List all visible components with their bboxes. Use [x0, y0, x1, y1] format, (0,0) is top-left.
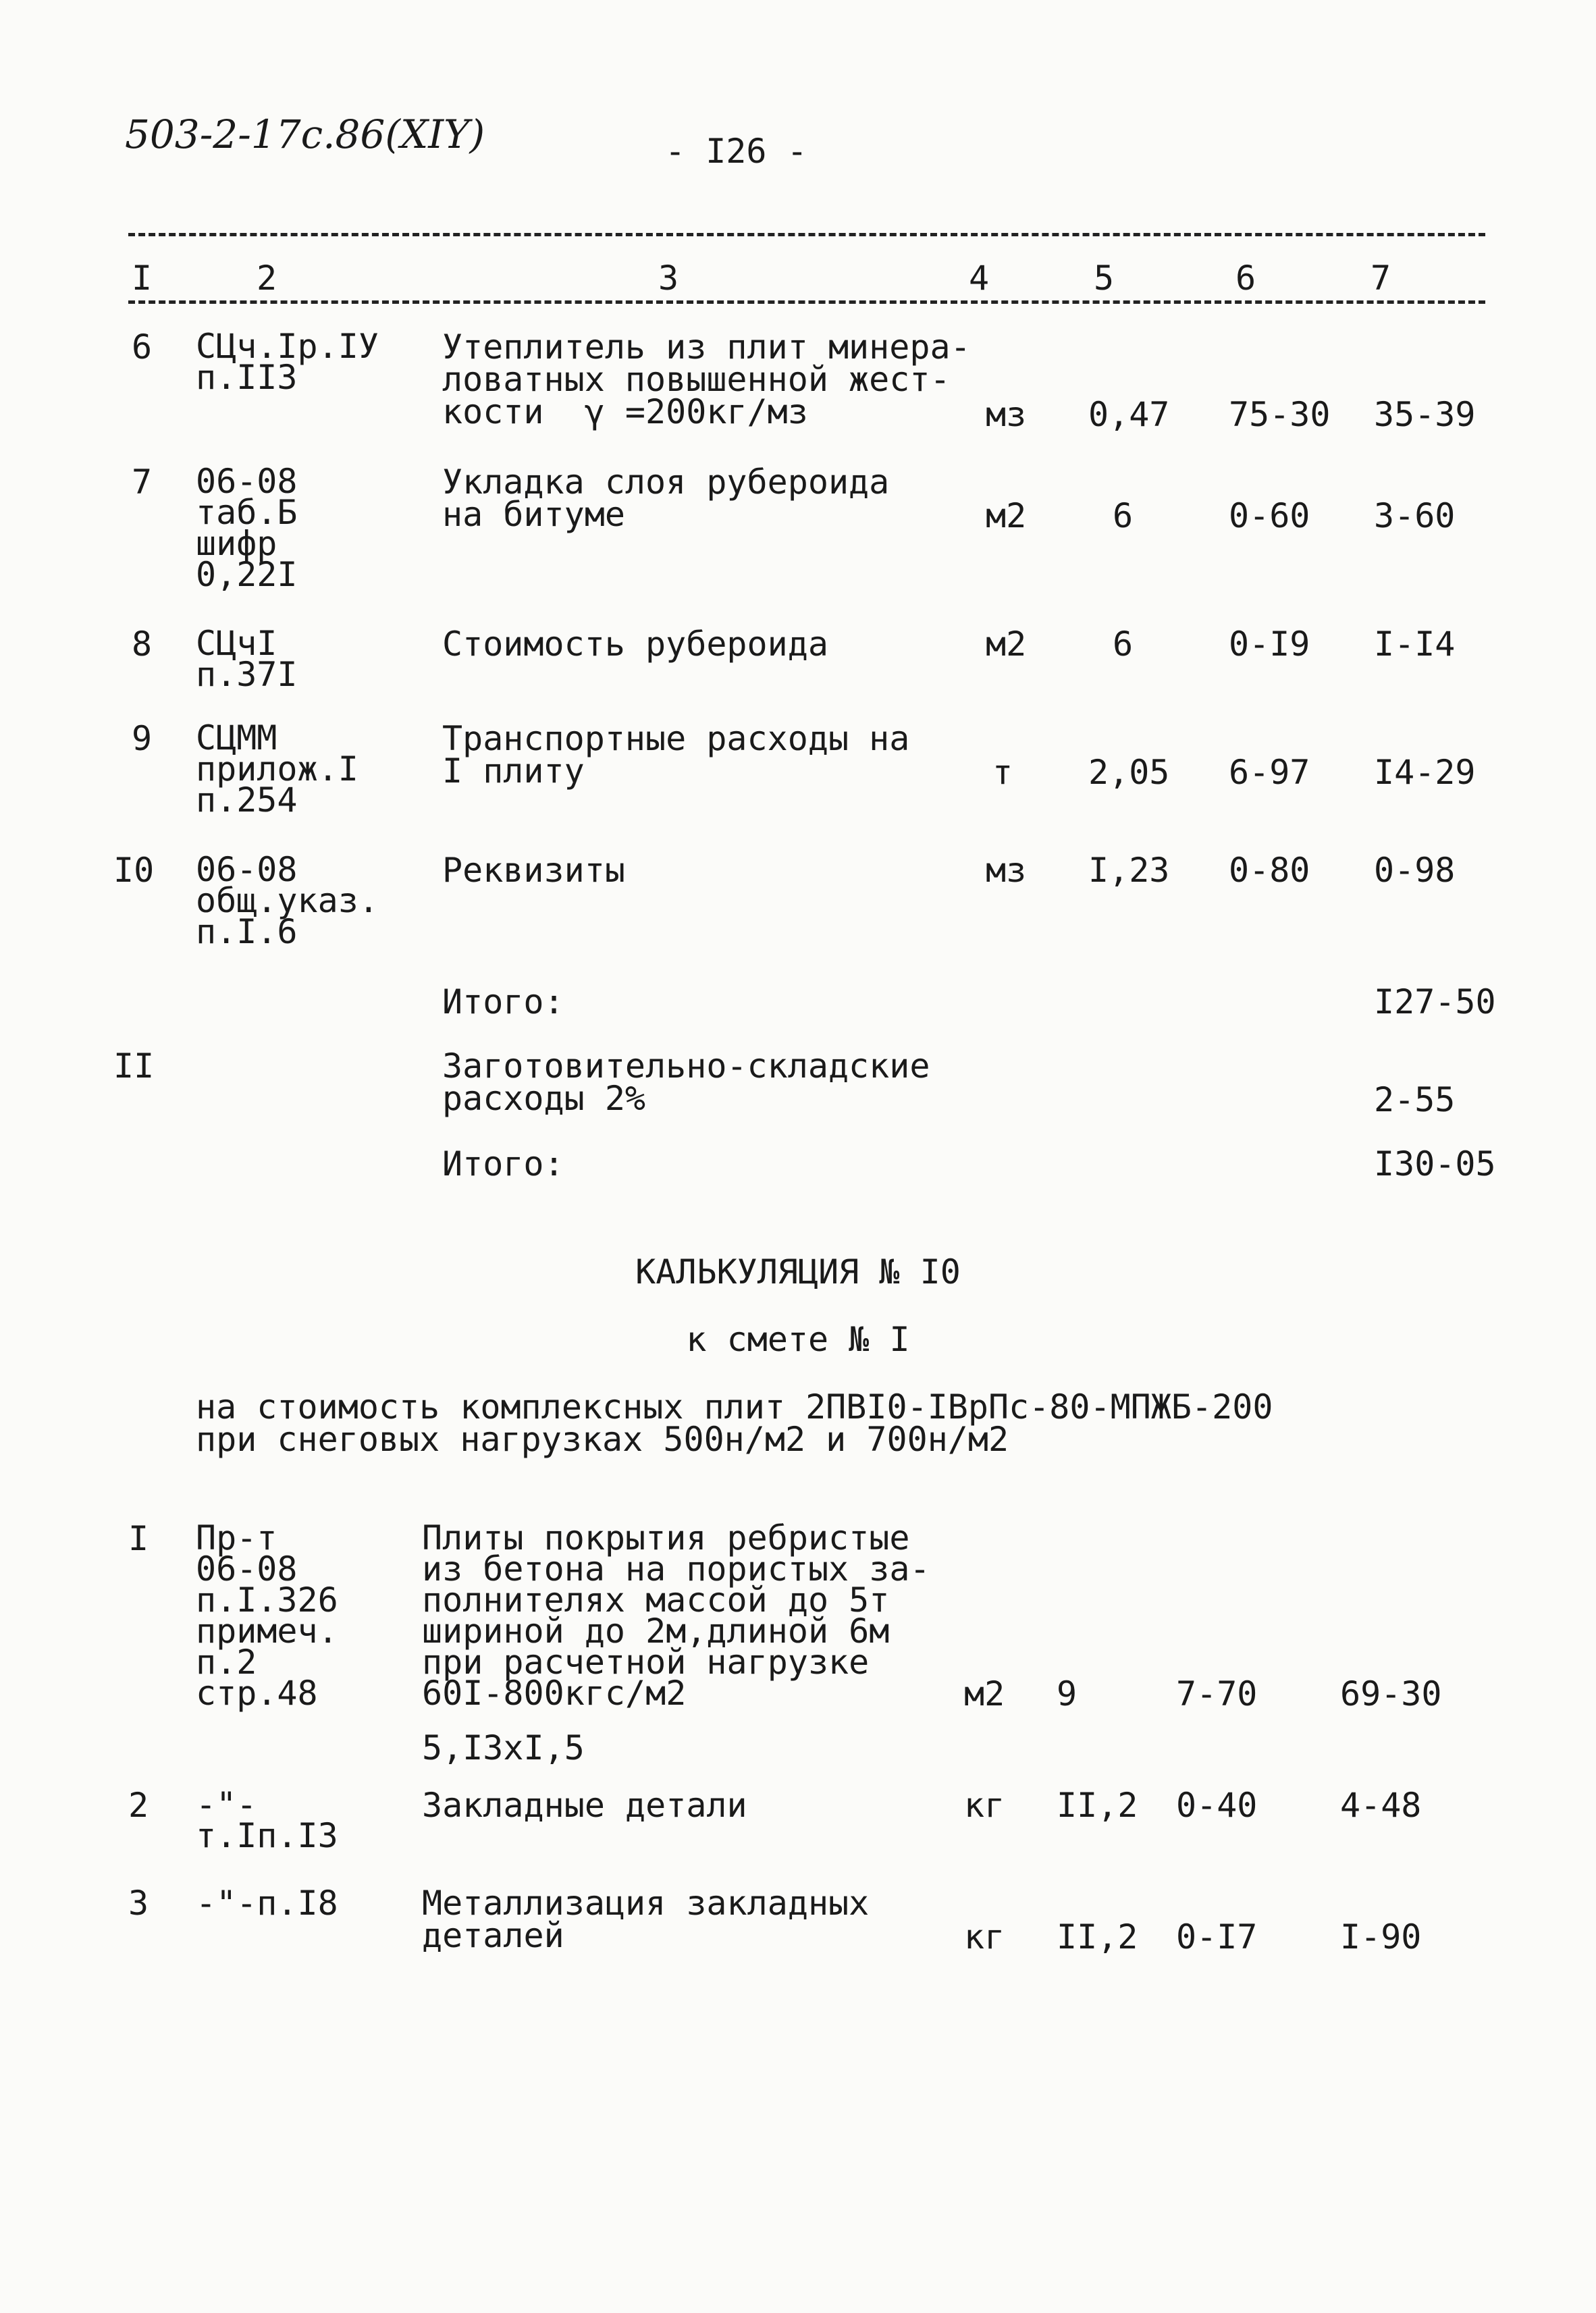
- column-number: I: [132, 259, 153, 298]
- row-price: 75-30: [1229, 395, 1331, 434]
- subtotal-value: I27-50: [1374, 982, 1496, 1021]
- column-number: 3: [658, 259, 679, 298]
- row-total: 69-30: [1340, 1674, 1442, 1713]
- row-unit: м2: [986, 496, 1027, 535]
- row-reference: 06-08 таб.Б шифр 0,22I: [196, 462, 298, 594]
- row-description: Плиты покрытия ребристые из бетона на пористых за- полнителях массой до 5т шириной до 2м,длиной 6м при расчетной нагрузке 60I-800кгс/м2: [422, 1518, 930, 1713]
- row-quantity: 9: [1057, 1674, 1078, 1713]
- row-price: 6-97: [1229, 753, 1310, 792]
- row-number: 3: [128, 1884, 149, 1923]
- row-price: 0-I9: [1229, 624, 1310, 664]
- row-total: I4-29: [1374, 753, 1476, 792]
- row-quantity: I,23: [1088, 851, 1170, 890]
- row-total: 0-98: [1374, 851, 1456, 890]
- row-note: 5,I3xI,5: [422, 1728, 585, 1767]
- row-price: 0-40: [1176, 1786, 1258, 1825]
- row-reference: СЦчI п.37I: [196, 624, 298, 694]
- column-number: 4: [969, 259, 990, 298]
- row-reference: 06-08 общ.указ. п.I.6: [196, 850, 379, 951]
- calculation-title: КАЛЬКУЛЯЦИЯ № I0: [635, 1252, 961, 1292]
- row-unit: мз: [986, 395, 1027, 434]
- page-number: - I26 -: [665, 132, 807, 171]
- calculation-description: на стоимость комплексных плит 2ПВI0-IВрПс-80-МПЖБ-200 при снеговых нагрузках 500н/м2 и 700н/м2: [196, 1387, 1273, 1459]
- row-unit: кг: [964, 1786, 1005, 1825]
- row-reference: -"-п.I8: [196, 1884, 338, 1923]
- row-number: II: [113, 1046, 155, 1086]
- row-unit: т: [992, 753, 1013, 792]
- row-total: 2-55: [1374, 1080, 1456, 1119]
- row-unit: мз: [986, 851, 1027, 890]
- row-quantity: 2,05: [1088, 753, 1170, 792]
- calculation-subtitle: к смете № I: [686, 1320, 910, 1359]
- row-reference: -"- т.Iп.I3: [196, 1785, 338, 1855]
- row-quantity: 6: [1113, 624, 1134, 664]
- row-unit: м2: [964, 1674, 1005, 1713]
- row-price: 0-60: [1229, 496, 1310, 535]
- row-description: Утеплитель из плит минера- ловатных повышенной жест- кости γ =200кг/мз: [442, 327, 971, 431]
- row-unit: кг: [964, 1917, 1005, 1957]
- row-total: 3-60: [1374, 496, 1456, 535]
- row-reference: СЦч.Iр.IУ п.II3: [196, 327, 379, 397]
- row-description: Транспортные расходы на I плиту: [442, 719, 910, 791]
- row-number: 2: [128, 1786, 149, 1825]
- row-description: Реквизиты: [442, 851, 625, 890]
- row-total: 35-39: [1374, 395, 1476, 434]
- column-number: 5: [1094, 259, 1115, 298]
- row-quantity: II,2: [1057, 1786, 1138, 1825]
- total-label: Итого:: [442, 1144, 564, 1184]
- total-value: I30-05: [1374, 1144, 1496, 1184]
- column-number: 2: [257, 259, 277, 298]
- row-unit: м2: [986, 624, 1027, 664]
- top-dashed-rule: [128, 233, 1485, 236]
- row-total: 4-48: [1340, 1786, 1422, 1825]
- subtotal-label: Итого:: [442, 982, 564, 1021]
- row-description: Металлизация закладных деталей: [422, 1884, 870, 1955]
- row-description: Укладка слоя рубероида на битуме: [442, 462, 890, 534]
- row-number: 7: [132, 462, 153, 502]
- row-total: I-90: [1340, 1917, 1422, 1957]
- row-quantity: II,2: [1057, 1917, 1138, 1957]
- document-code: 503-2-17c.86(XIY): [125, 111, 485, 157]
- row-number: I0: [113, 851, 155, 890]
- row-description: Стоимость рубероида: [442, 624, 828, 664]
- row-description: Заготовительно-складские расходы 2%: [442, 1046, 930, 1118]
- row-number: 8: [132, 624, 153, 664]
- row-number: I: [128, 1519, 149, 1558]
- column-header-rule: [128, 300, 1485, 304]
- row-price: 0-I7: [1176, 1917, 1258, 1957]
- row-total: I-I4: [1374, 624, 1456, 664]
- row-description: Закладные детали: [422, 1786, 747, 1825]
- column-number: 6: [1235, 259, 1256, 298]
- row-reference: Пр-т 06-08 п.I.326 примеч. п.2 стр.48: [196, 1518, 338, 1713]
- row-reference: СЦММ прилож.I п.254: [196, 718, 358, 820]
- row-price: 0-80: [1229, 851, 1310, 890]
- row-number: 6: [132, 327, 153, 367]
- column-number: 7: [1371, 259, 1391, 298]
- row-quantity: 0,47: [1088, 395, 1170, 434]
- row-quantity: 6: [1113, 496, 1134, 535]
- row-price: 7-70: [1176, 1674, 1258, 1713]
- row-number: 9: [132, 719, 153, 758]
